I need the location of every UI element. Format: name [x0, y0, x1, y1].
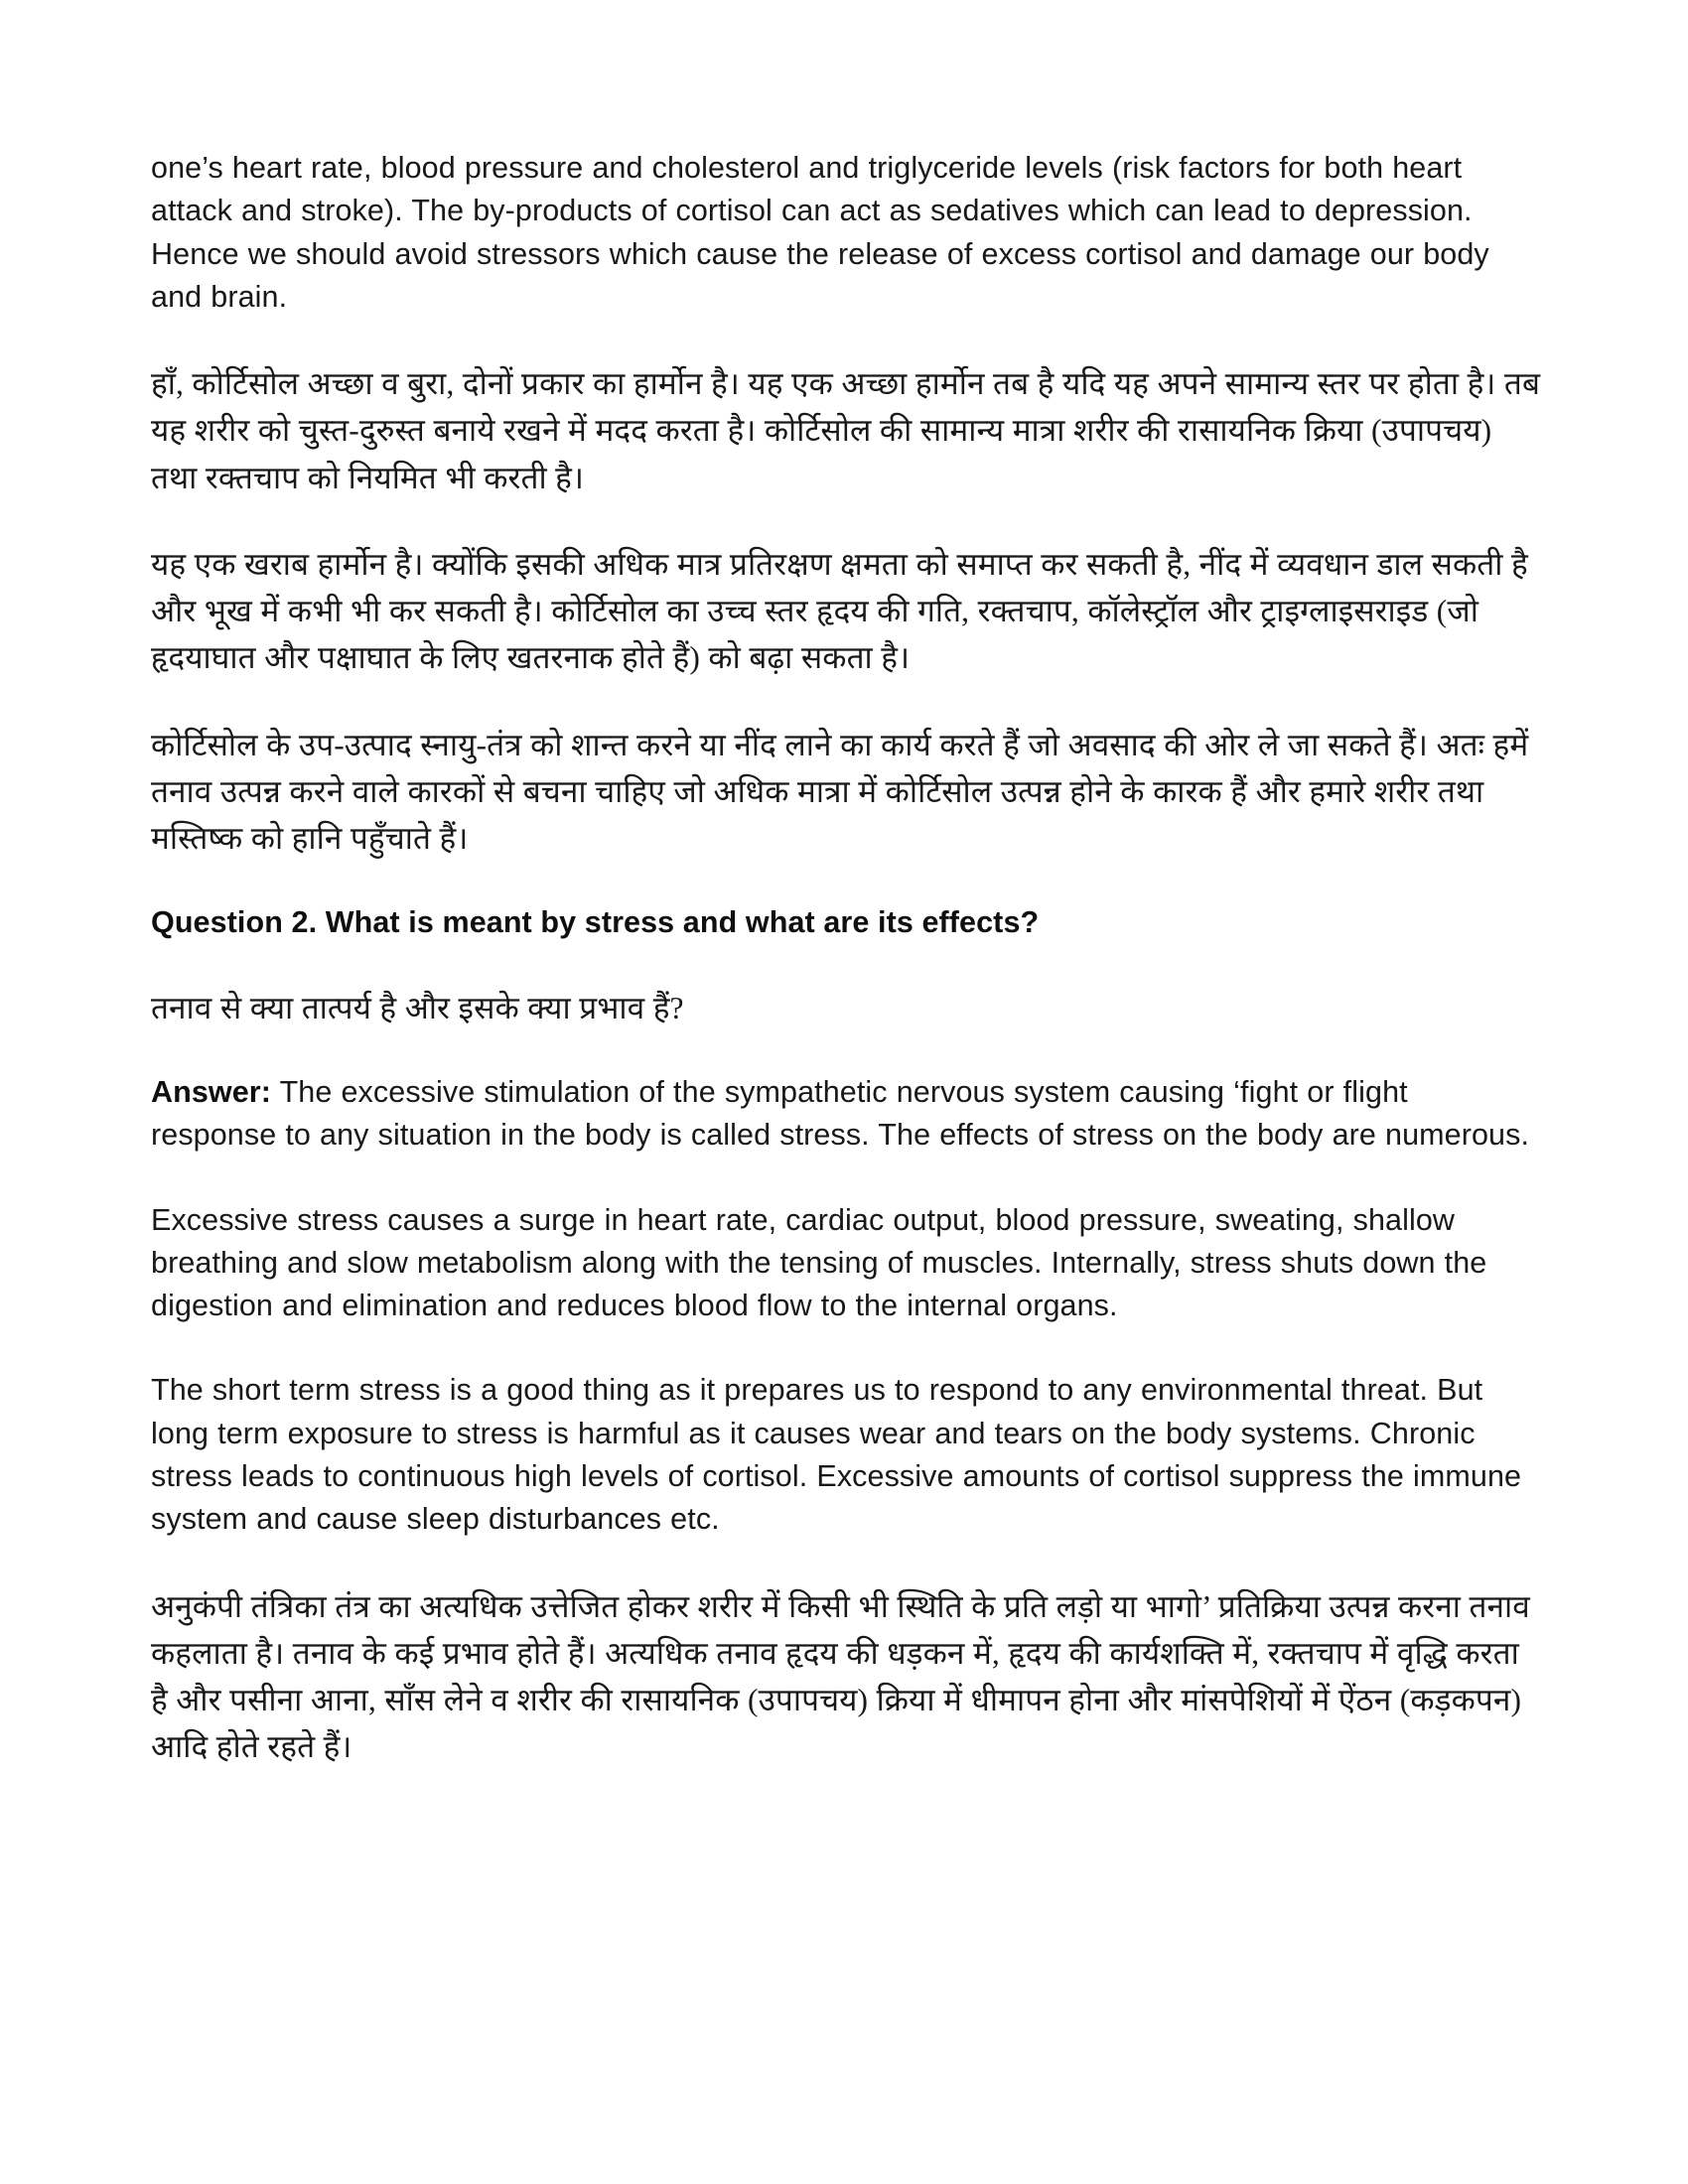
answer-label: Answer:	[151, 1074, 272, 1109]
document-content	[151, 147, 1541, 1771]
paragraph-cortisol-effects-en: one’s heart rate, blood pressure and cholesterol and triglyceride levels (risk factors for both heart attack and stroke). The by-products of cortisol can act as sedatives which can lead to depression. Hence we should avoid stressors which cause the release of excess cortisol and damage our body and brain.	[151, 151, 1489, 314]
answer-2-paragraph	[151, 1071, 1541, 1158]
paragraph-short-term-stress-en: The short term stress is a good thing as it prepares us to respond to any environmental threat. But long term exposure to stress is harmful as it causes wear and tears on the body systems. Chronic stress leads to continuous high levels of cortisol. Excessive amounts of cortisol suppress the immune system and cause sleep disturbances etc.	[151, 1373, 1522, 1537]
paragraph-cortisol-bad-hi: यह एक खराब हार्मोन है। क्योंकि इसकी अधिक मात्र प्रतिरक्षण क्षमता को समाप्त कर सकती है, नींद में व्यवधान डाल सकती है और भूख में कभी भी कर सकती है। कोर्टिसोल का उच्च स्तर हृदय की गति, रक्तचाप, कॉलेस्ट्रॉल और ट्राइग्लाइसराइड (जो हृदयाघात और पक्षाघात के लिए खतरनाक होते हैं) को बढ़ा सकता है।	[151, 546, 1528, 676]
paragraph-cortisol-byproducts-hi: कोर्टिसोल के उप-उत्पाद स्नायु-तंत्र को शान्त करने या नींद लाने का कार्य करते हैं जो अवसाद की ओर ले जा सकते हैं। अतः हमें तनाव उत्पन्न करने वाले कारकों से बचना चाहिए जो अधिक मात्रा में कोर्टिसोल उत्पन्न होने के कारक हैं और हमारे शरीर तथा मस्तिष्क को हानि पहुँचाते हैं।	[151, 727, 1529, 857]
question-2-hindi-translation: तनाव से क्या तात्पर्य है और इसके क्या प्रभाव हैं?	[151, 990, 684, 1025]
answer-text: The excessive stimulation of the sympathetic nervous system causing ‘fight or flight response to any situation in the body is called stress. The effects of stress on the body are numerous.	[151, 1074, 1530, 1153]
paragraph-cortisol-good-hi: हाँ, कोर्टिसोल अच्छा व बुरा, दोनों प्रकार का हार्मोन है। यह एक अच्छा हार्मोन तब है यदि यह अपने सामान्य स्तर पर होता है। तब यह शरीर को चुस्त-दुरुस्त बनाये रखने में मदद करता है। कोर्टिसोल की सामान्य मात्रा शरीर की रासायनिक क्रिया (उपापचय) तथा रक्तचाप को नियमित भी करती है।	[151, 366, 1541, 495]
paragraph-excessive-stress-en: Excessive stress causes a surge in heart rate, cardiac output, blood pressure, sweating, shallow breathing and slow metabolism along with the tensing of muscles. Internally, stress shuts down the digestion and elimination and reduces blood flow to the internal organs.	[151, 1202, 1487, 1323]
paragraph-stress-definition-hi: अनुकंपी तंत्रिका तंत्र का अत्यधिक उत्तेजित होकर शरीर में किसी भी स्थिति के प्रति लड़ो या भागो’ प्रतिक्रिया उत्पन्न करना तनाव कहलाता है। तनाव के कई प्रभाव होते हैं। अत्यधिक तनाव हृदय की धड़कन में, हृदय की कार्यशक्ति में, रक्तचाप में वृद्धि करता है और पसीना आना, साँस लेने व शरीर की रासायनिक (उपापचय) क्रिया में धीमापन होना और मांसपेशियों में ऐंठन (कड़कपन) आदि होते रहते हैं।	[151, 1588, 1530, 1765]
question-2-heading: Question 2. What is meant by stress and what are its effects?	[151, 905, 1040, 940]
